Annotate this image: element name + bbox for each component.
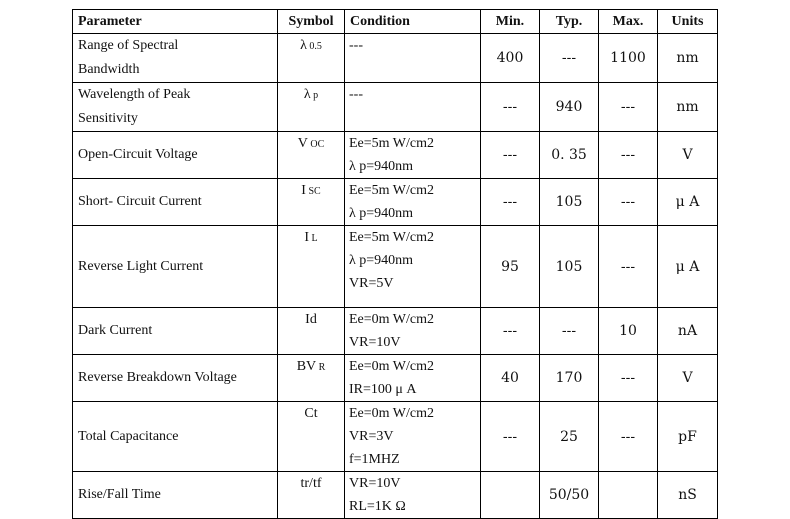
symbol-text: I — [301, 183, 306, 198]
condition-cell — [345, 179, 481, 226]
condition-cell — [345, 472, 481, 519]
typ-value: 50/50 — [540, 472, 599, 519]
symbol-cell — [278, 83, 345, 132]
symbol-cell — [278, 179, 345, 226]
condition-line: Ee=0m W/cm2 — [349, 406, 435, 421]
min-value: --- — [481, 132, 540, 179]
symbol-text: λ — [303, 87, 311, 102]
parameter-line: Reverse Light Current — [78, 258, 204, 274]
condition-line: Ee=5m W/cm2 — [349, 183, 435, 198]
condition-line: Ee=0m W/cm2 — [349, 312, 435, 327]
max-value: --- — [599, 83, 658, 132]
symbol-text: tr/tf — [300, 476, 322, 491]
condition-line: VR=10V — [349, 476, 401, 491]
symbol-cell — [278, 132, 345, 179]
symbol-subscript: R — [316, 362, 326, 373]
condition-line: Ee=5m W/cm2 — [349, 136, 435, 151]
max-value: --- — [599, 179, 658, 226]
min-value: --- — [481, 402, 540, 472]
symbol-subscript: L — [309, 233, 318, 244]
symbol-text: Id — [305, 312, 317, 327]
min-value: --- — [481, 308, 540, 355]
units-value: nS — [658, 472, 718, 519]
condition-line: --- — [349, 87, 363, 102]
table-row — [73, 355, 718, 402]
typ-value: 940 — [540, 83, 599, 132]
max-value: --- — [599, 402, 658, 472]
max-value: --- — [599, 226, 658, 308]
min-value: 95 — [481, 226, 540, 308]
parameter-line: Rise/Fall Time — [78, 487, 161, 502]
condition-line: λ p=940nm — [349, 206, 414, 221]
parameter-cell — [73, 226, 278, 308]
spec-table — [72, 9, 718, 519]
parameter-line: Bandwidth — [78, 62, 140, 77]
table-row — [73, 472, 718, 519]
symbol-subscript: SC — [305, 186, 321, 197]
max-value — [599, 472, 658, 519]
min-value: 400 — [481, 34, 540, 83]
max-value: --- — [599, 132, 658, 179]
condition-cell — [345, 308, 481, 355]
max-value: --- — [599, 355, 658, 402]
units-value: nm — [658, 34, 718, 83]
parameter-line: Reverse Breakdown Voltage — [78, 370, 237, 385]
header-condition: Condition — [345, 10, 481, 34]
table-row — [73, 132, 718, 179]
units-value: V — [658, 132, 718, 179]
max-value: 1100 — [599, 34, 658, 83]
table-row — [73, 34, 718, 83]
symbol-cell — [278, 355, 345, 402]
condition-line: Ee=0m W/cm2 — [349, 359, 435, 374]
condition-cell — [345, 83, 481, 132]
parameter-line: Dark Current — [78, 323, 153, 338]
parameter-line: Sensitivity — [78, 111, 138, 126]
header-max: Max. — [599, 10, 658, 34]
parameter-line: Short- Circuit Current — [78, 194, 202, 209]
condition-line: RL=1K Ω — [349, 499, 406, 514]
max-value: 10 — [599, 308, 658, 355]
symbol-cell — [278, 402, 345, 472]
parameter-cell — [73, 472, 278, 519]
symbol-subscript: OC — [307, 139, 325, 150]
symbol-cell — [278, 34, 345, 83]
condition-line: VR=5V — [349, 276, 394, 291]
condition-line: VR=10V — [349, 335, 401, 350]
min-value: 40 — [481, 355, 540, 402]
symbol-subscript: p — [310, 90, 319, 101]
condition-line: VR=3V — [349, 429, 394, 444]
table-row — [73, 402, 718, 472]
parameter-cell — [73, 132, 278, 179]
typ-value: --- — [540, 34, 599, 83]
typ-value: 170 — [540, 355, 599, 402]
parameter-line: Range of Spectral — [78, 38, 179, 53]
symbol-text: V — [297, 136, 308, 151]
condition-line: λ p=940nm — [349, 253, 414, 268]
parameter-line: Open-Circuit Voltage — [78, 147, 198, 162]
table-body — [73, 34, 718, 519]
parameter-cell — [73, 402, 278, 472]
typ-value: 105 — [540, 179, 599, 226]
condition-line: IR=100 μ A — [349, 382, 417, 397]
units-value: V — [658, 355, 718, 402]
typ-value: 25 — [540, 402, 599, 472]
parameter-cell — [73, 355, 278, 402]
symbol-text: λ — [300, 38, 307, 53]
condition-cell — [345, 34, 481, 83]
units-value: μ A — [658, 226, 718, 308]
symbol-subscript: 0.5 — [306, 41, 322, 52]
symbol-text: I — [304, 230, 310, 245]
symbol-text: Ct — [304, 406, 318, 421]
condition-cell — [345, 226, 481, 308]
symbol-cell — [278, 472, 345, 519]
condition-line: λ p=940nm — [349, 159, 414, 174]
header-min: Min. — [481, 10, 540, 34]
condition-cell — [345, 132, 481, 179]
symbol-cell — [278, 226, 345, 308]
parameter-line: Wavelength of Peak — [78, 87, 191, 102]
header-units: Units — [658, 10, 718, 34]
table-row — [73, 179, 718, 226]
condition-line: Ee=5m W/cm2 — [349, 230, 435, 245]
header-parameter: Parameter — [73, 10, 278, 34]
units-value: nm — [658, 83, 718, 132]
min-value: --- — [481, 83, 540, 132]
units-value: nA — [658, 308, 718, 355]
header-symbol: Symbol — [278, 10, 345, 34]
units-value: μ A — [658, 179, 718, 226]
header-row — [73, 10, 718, 34]
min-value — [481, 472, 540, 519]
table-row — [73, 308, 718, 355]
condition-cell — [345, 355, 481, 402]
condition-line: f=1MHZ — [349, 452, 400, 467]
parameter-cell — [73, 308, 278, 355]
typ-value: 105 — [540, 226, 599, 308]
parameter-line: Total Capacitance — [78, 428, 179, 444]
parameter-cell — [73, 83, 278, 132]
table-row — [73, 226, 718, 308]
table-row — [73, 83, 718, 132]
condition-line: --- — [349, 38, 363, 53]
symbol-text: BV — [296, 359, 317, 374]
min-value: --- — [481, 179, 540, 226]
condition-cell — [345, 402, 481, 472]
header-typ: Typ. — [540, 10, 599, 34]
parameter-cell — [73, 179, 278, 226]
typ-value: --- — [540, 308, 599, 355]
units-value: pF — [658, 402, 718, 472]
typ-value: 0. 35 — [540, 132, 599, 179]
symbol-cell — [278, 308, 345, 355]
parameter-cell — [73, 34, 278, 83]
